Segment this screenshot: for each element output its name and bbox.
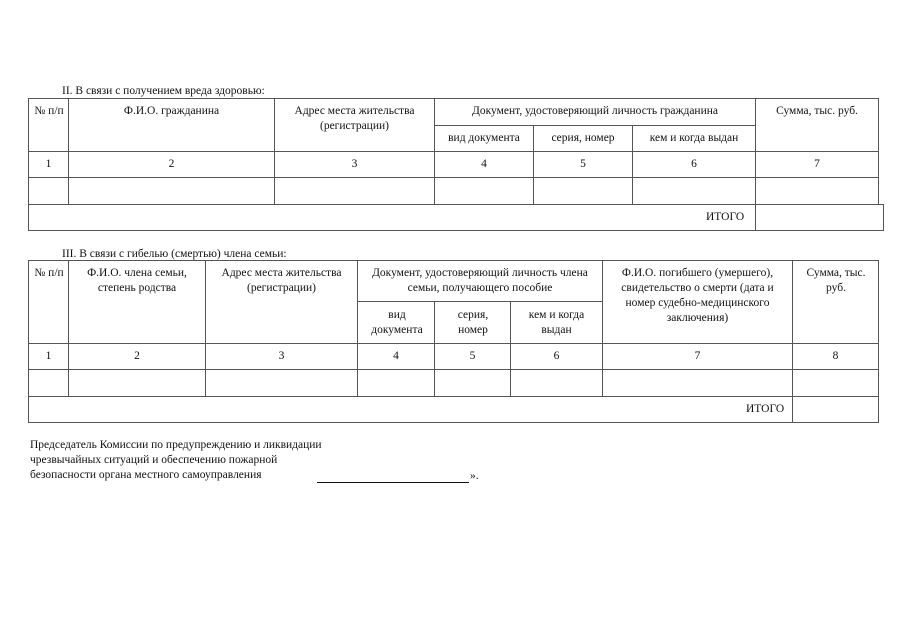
- s2-col-number: 7: [814, 158, 820, 170]
- s2-col-number: 2: [168, 158, 175, 170]
- s3-col-number: 3: [278, 350, 285, 362]
- closing-quote: ».: [470, 470, 479, 482]
- section-2-title: II. В связи с получением вреда здоровью:: [62, 85, 265, 97]
- signature-blank: [317, 482, 469, 483]
- s3-header-address: Адрес места жительства (регистрации): [221, 267, 342, 294]
- s3-col-number: 4: [393, 350, 399, 362]
- s2-col-number: 5: [580, 158, 586, 170]
- s2-header-document: Документ, удостоверяющий личность гражданина: [472, 105, 718, 117]
- s3-col-number: 8: [832, 350, 839, 362]
- s3-header-document: Документ, удостоверяющий личность члена семьи, получающего пособие: [372, 267, 588, 294]
- s2-header-fio: Ф.И.О. гражданина: [123, 105, 220, 117]
- s3-col-number: 1: [45, 350, 52, 362]
- s2-col-number: 6: [691, 158, 697, 170]
- s3-header-sum: Сумма, тыс. руб.: [806, 267, 866, 294]
- signature-block: [30, 438, 322, 483]
- s3-header-doc-type: вид документа: [371, 308, 423, 336]
- s2-col-number: 1: [45, 158, 52, 170]
- s2-total-label: ИТОГО: [706, 211, 745, 223]
- s2-col-number: 3: [351, 158, 358, 170]
- s3-header-fio: Ф.И.О. члена семьи, степень родства: [87, 267, 187, 294]
- s3-col-number: 2: [134, 350, 140, 362]
- s2-header-doc-type: вид документа: [448, 132, 520, 144]
- s2-header-issued: кем и когда выдан: [649, 132, 739, 144]
- section-3-title: III. В связи с гибелью (смертью) члена семьи:: [62, 248, 287, 260]
- s3-total-label: ИТОГО: [746, 403, 785, 415]
- s3-col-number: 6: [553, 350, 560, 362]
- s3-col-number: 5: [469, 350, 476, 362]
- s3-col-number: 7: [694, 350, 701, 362]
- signature-line-2: чрезвычайных ситуаций и обеспечению пожарной: [30, 454, 278, 466]
- s2-header-address: Адрес места жительства (регистрации): [294, 105, 415, 132]
- s2-col-number: 4: [481, 158, 487, 170]
- s3-header-deceased: Ф.И.О. погибшего (умершего), свидетельство о смерти (дата и номер судебно-медицинского заключения): [621, 267, 774, 324]
- signature-line-3: безопасности органа местного самоуправления: [30, 469, 262, 481]
- s3-header-num: № п/п: [34, 267, 64, 279]
- s2-header-series: серия, номер: [551, 132, 615, 144]
- s2-header-num: № п/п: [34, 105, 64, 117]
- s3-header-issued: кем и когда выдан: [528, 308, 585, 336]
- s3-header-series: серия, номер: [457, 308, 489, 336]
- signature-line-1: Председатель Комиссии по предупреждению и ликвидации: [30, 439, 322, 451]
- s2-header-sum: Сумма, тыс. руб.: [776, 105, 858, 117]
